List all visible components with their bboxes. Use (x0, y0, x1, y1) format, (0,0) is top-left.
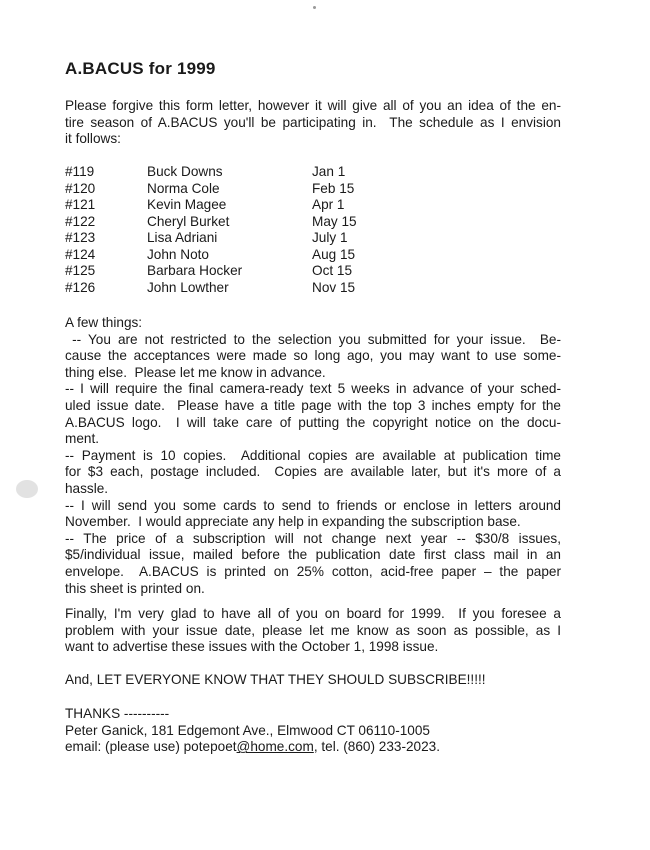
few-things-section (65, 315, 561, 597)
issue-date: July 1 (312, 230, 348, 245)
scan-speck (313, 6, 316, 9)
phone-text: , tel. (860) 233-2023. (313, 739, 441, 755)
email-prefix: email: (please use) potepoet (65, 739, 237, 755)
point-2-line: -- I will require the final camera-ready text 5 weeks in advance of your sched- (65, 381, 561, 397)
issue-number: #126 (65, 279, 96, 295)
intro-paragraph: Please forgive this form letter, however it will give all of you an idea of the en- tire season of A.BACUS you'll be participating in. The schedule as I envision it follows: (65, 98, 561, 147)
point-5-line: -- The price of a subscription will not change next year -- $30/8 issues, (65, 530, 561, 546)
contributor-name: Barbara Hocker (147, 263, 243, 278)
issue-number: #122 (65, 213, 96, 229)
point-3-line: -- Payment is 10 copies. Additional copies are available at publication time (65, 447, 561, 463)
finally-paragraph: Finally, I'm very glad to have all of you on board for 1999. If you foresee a problem with your issue date, please let me know as soon as possible, as I want to advertise these issues with the October 1, 1998 issue. (65, 606, 561, 655)
issue-date: Feb 15 (312, 180, 355, 196)
point-3-line: hassle. (65, 480, 109, 496)
contributor-name: John Lowther (147, 279, 229, 295)
issue-date: Apr 1 (312, 197, 345, 212)
point-4-line: November. I would appreciate any help in expanding the subscription base. (65, 514, 521, 530)
point-5-line: envelope. A.BACUS is printed on 25% cotton, acid-free paper – the paper (65, 563, 561, 579)
issue-number: #120 (65, 180, 96, 196)
issue-date: Oct 15 (312, 263, 353, 278)
point-5-line: this sheet is printed on. (65, 580, 205, 596)
contributor-name: Lisa Adriani (147, 230, 218, 245)
point-5-line: $5/individual issue, mailed before the publication date first class mail in an (65, 547, 561, 563)
thanks-line: THANKS ---------- (65, 706, 170, 721)
point-2-line: ment. (65, 431, 99, 447)
issue-number: #125 (65, 263, 96, 278)
contributor-name: Cheryl Burket (147, 213, 230, 229)
issue-date: Nov 15 (312, 279, 356, 295)
issue-number: #123 (65, 230, 96, 245)
contact-line (65, 739, 561, 756)
issue-date: Aug 15 (312, 246, 356, 262)
contributor-name: Buck Downs (147, 164, 223, 179)
point-2-line: uled issue date. Please have a title page with the top 3 inches empty for the (65, 397, 561, 413)
scan-smudge (16, 480, 38, 498)
contributor-name: Norma Cole (147, 180, 220, 196)
contributor-name: Kevin Magee (147, 197, 227, 212)
point-4-line: -- I will send you some cards to send to friends or enclose in letters around (65, 497, 561, 513)
issue-number: #119 (65, 164, 95, 179)
issue-date: Jan 1 (312, 164, 346, 179)
issue-number: #124 (65, 246, 96, 262)
contributor-name: John Noto (147, 246, 209, 262)
letter-title: A.BACUS for 1999 (65, 59, 216, 78)
issue-number: #121 (65, 197, 96, 212)
subscribe-line: And, LET EVERYONE KNOW THAT THEY SHOULD SUBSCRIBE!!!!! (65, 672, 486, 687)
signoff-block (65, 706, 561, 756)
point-1-line: -- You are not restricted to the selection you submitted for your issue. Be- (65, 331, 561, 347)
issue-date: May 15 (312, 213, 357, 229)
point-1-line: thing else. Please let me know in advance. (65, 364, 326, 380)
address-line: Peter Ganick, 181 Edgemont Ave., Elmwood CT 06110-1005 (65, 722, 430, 738)
email-link[interactable]: @home.com (236, 739, 314, 755)
point-2-line: A.BACUS logo. I will take care of putting the copyright notice on the docu- (65, 414, 561, 430)
point-1-line: cause the acceptances were made so long ago, you may want to use some- (65, 348, 561, 364)
few-things-heading: A few things: (65, 315, 143, 330)
point-3-line: for $3 each, postage included. Copies are available later, but it's more of a (65, 464, 561, 480)
